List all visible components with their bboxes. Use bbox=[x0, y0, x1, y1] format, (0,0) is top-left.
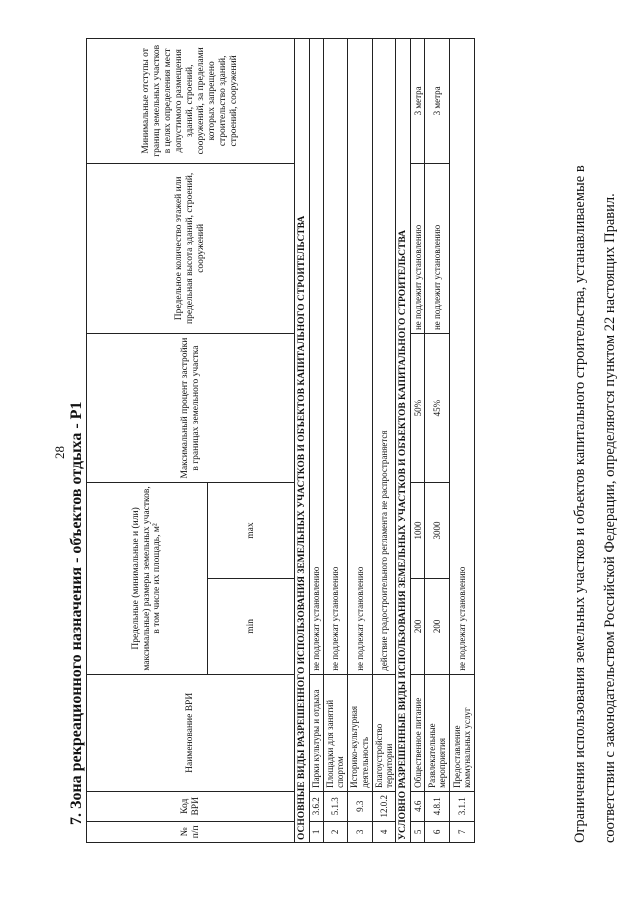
cell-setback: 3 метра bbox=[411, 39, 425, 164]
footnote-line-2: соответствии с законодательством Российской Федерации, определяются пунктом 22 настоящих Правил. bbox=[602, 193, 618, 843]
footnote bbox=[565, 33, 625, 843]
cell-merged: не подлежат установлению bbox=[347, 39, 372, 675]
footnote-line-1: Ограничения использования земельных участков и объектов капитального строительства, устанавливаемые в bbox=[572, 165, 588, 843]
page-number: 28 bbox=[52, 446, 67, 459]
cell-code: 9.3 bbox=[347, 791, 372, 821]
header-area: Предельные (минимальные и (или) максимальные) размеры земельных участков, в том числе их площадь, м² bbox=[87, 483, 208, 675]
cell-max: 3000 bbox=[425, 483, 450, 579]
cell-num: 3 bbox=[347, 821, 372, 842]
table-row bbox=[372, 39, 396, 843]
section-main-uses: ОСНОВНЫЕ ВИДЫ РАЗРЕШЕННОГО ИСПОЛЬЗОВАНИЯ ЗЕМЕЛЬНЫХ УЧАСТКОВ И ОБЪЕКТОВ КАПИТАЛЬНОГО СТРОИТЕЛЬСТВА bbox=[295, 39, 310, 843]
cell-num: 2 bbox=[324, 821, 348, 842]
cell-setback: 3 метра bbox=[425, 39, 450, 164]
cell-floors: не подлежит установлению bbox=[411, 163, 425, 333]
table-row bbox=[411, 39, 425, 843]
header-name: Наименование ВРИ bbox=[87, 674, 295, 791]
cell-build-pct: 45% bbox=[425, 334, 450, 483]
cell-name: Предоставление коммунальных услуг bbox=[450, 674, 475, 791]
table-row bbox=[425, 39, 450, 843]
zone-title: 7. Зона рекреационного назначения - объектов отдыха - Р1 bbox=[68, 401, 85, 825]
cell-code: 12.0.2 bbox=[372, 791, 396, 821]
cell-num: 5 bbox=[411, 821, 425, 842]
cell-min: 200 bbox=[425, 578, 450, 674]
cell-name: Развлекательные мероприятия bbox=[425, 674, 450, 791]
cell-name: Общественное питание bbox=[411, 674, 425, 791]
header-code: Код ВРИ bbox=[87, 791, 295, 821]
cell-merged: действие градостроительного регламента не распространяется bbox=[372, 39, 396, 675]
section-conditional-uses: УСЛОВНО РАЗРЕШЕННЫЕ ВИДЫ ИСПОЛЬЗОВАНИЯ ЗЕМЕЛЬНЫХ УЧАСТКОВ И ОБЪЕКТОВ КАПИТАЛЬНОГО СТРОИТЕЛЬСТВА bbox=[396, 39, 411, 843]
header-floors: Предельное количество этажей или предельная высота зданий, строений, сооружений bbox=[87, 163, 295, 333]
cell-name: Площадки для занятий спортом bbox=[324, 674, 348, 791]
cell-max: 1000 bbox=[411, 483, 425, 579]
cell-floors: не подлежит установлению bbox=[425, 163, 450, 333]
table-row bbox=[347, 39, 372, 843]
regulation-table bbox=[86, 38, 475, 843]
cell-num: 6 bbox=[425, 821, 450, 842]
header-max: max bbox=[208, 483, 295, 579]
table-row bbox=[450, 39, 475, 843]
cell-code: 4.8.1 bbox=[425, 791, 450, 821]
cell-min: 200 bbox=[411, 578, 425, 674]
cell-build-pct: 50% bbox=[411, 334, 425, 483]
cell-num: 4 bbox=[372, 821, 396, 842]
cell-code: 3.6.2 bbox=[310, 791, 324, 821]
cell-name: Парки культуры и отдыха bbox=[310, 674, 324, 791]
cell-num: 1 bbox=[310, 821, 324, 842]
table-row bbox=[324, 39, 348, 843]
cell-merged: не подлежат установлению bbox=[310, 39, 324, 675]
header-num: № п/п bbox=[87, 821, 295, 842]
cell-merged: не подлежат установлению bbox=[450, 39, 475, 675]
table-row bbox=[310, 39, 324, 843]
cell-code: 3.1.1 bbox=[450, 791, 475, 821]
cell-code: 4.6 bbox=[411, 791, 425, 821]
cell-code: 5.1.3 bbox=[324, 791, 348, 821]
header-min: min bbox=[208, 578, 295, 674]
header-setbacks: Минимальные отступы от границ земельных участков в целях определения мест допустимого размещения зданий, строений, сооружений, за пределами которых запрещено строительство зданий, строений, сооружений bbox=[87, 39, 295, 164]
cell-num: 7 bbox=[450, 821, 475, 842]
cell-name: Благоустройство территории bbox=[372, 674, 396, 791]
cell-merged: не подлежат установлению bbox=[324, 39, 348, 675]
header-build-pct: Максимальный процент застройки в границах земельного участка bbox=[87, 334, 295, 483]
cell-name: Историко-культурная деятельность bbox=[347, 674, 372, 791]
